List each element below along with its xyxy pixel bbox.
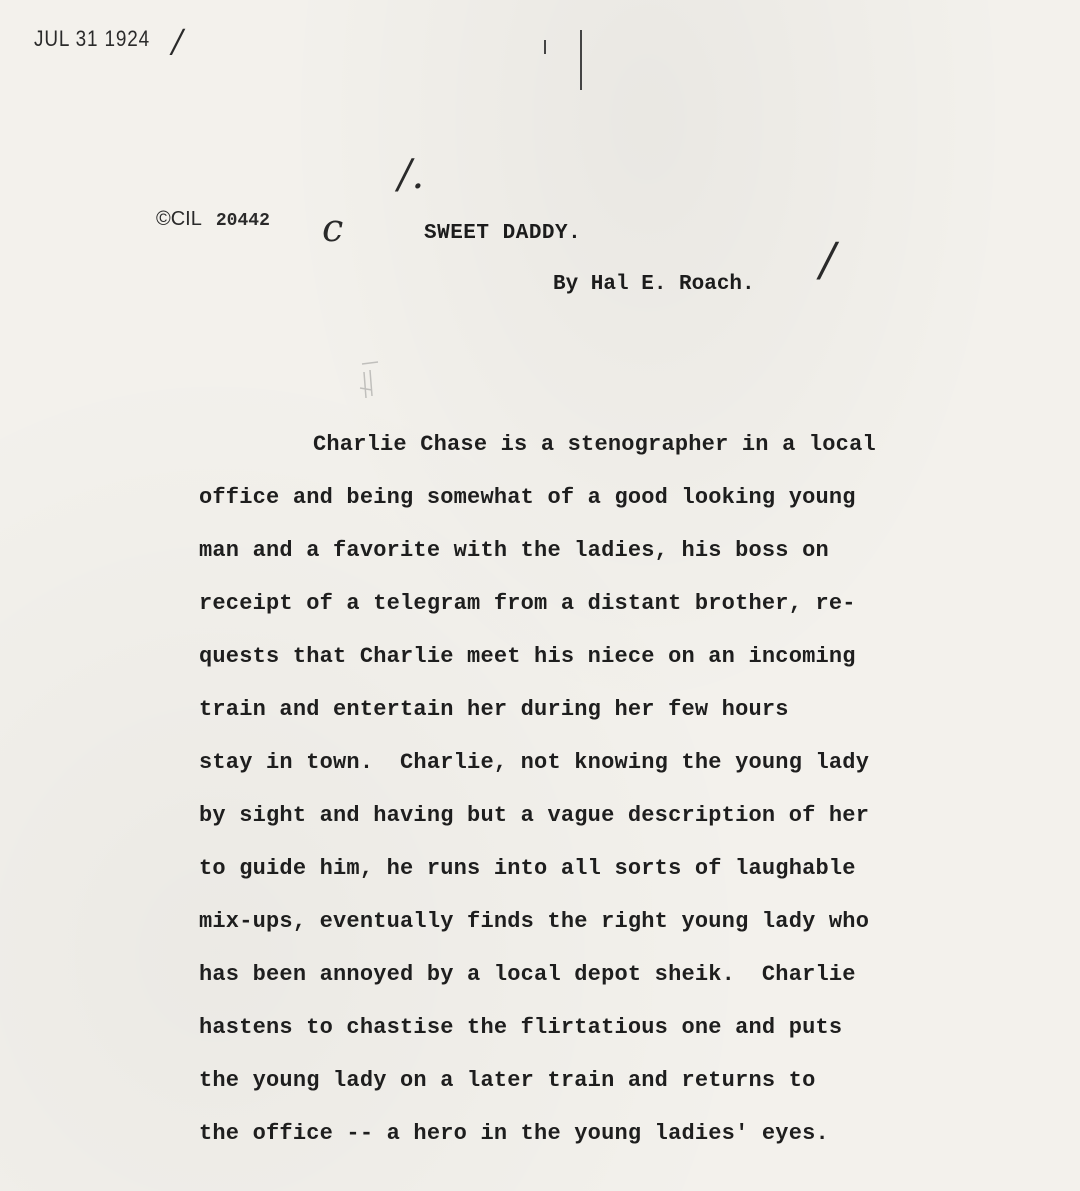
synopsis-line: the office -- a hero in the young ladies' eyes. — [199, 1121, 829, 1146]
synopsis-line: by sight and having but a vague description of her — [199, 803, 870, 828]
synopsis-line: to guide him, he runs into all sorts of laughable — [199, 856, 856, 881]
synopsis-line: quests that Charlie meet his niece on an incoming — [199, 644, 856, 669]
document-title: SWEET DADDY. — [424, 222, 582, 245]
margin-tick-marks — [540, 30, 590, 100]
synopsis-line: mix-ups, eventually finds the right young lady who — [199, 909, 870, 934]
synopsis-line: has been annoyed by a local depot sheik. Charlie — [199, 962, 856, 987]
synopsis-line: the young lady on a later train and returns to — [199, 1068, 816, 1093]
faint-pencil-mark — [358, 358, 382, 402]
copyright-mark: ©CIL — [156, 208, 202, 230]
pencil-check-mark: /. — [398, 152, 425, 198]
synopsis-line: office and being somewhat of a good looking young — [199, 485, 856, 510]
synopsis-line: man and a favorite with the ladies, his boss on — [199, 538, 829, 563]
pencil-c-mark: c — [322, 206, 344, 250]
author-byline: By Hal E. Roach. — [553, 273, 755, 296]
registration-number: 20442 — [215, 211, 270, 231]
pencil-slash-mark-right: / — [820, 232, 836, 286]
received-date-stamp: JUL 31 1924 — [34, 26, 151, 51]
synopsis-line: Charlie Chase is a stenographer in a local — [313, 432, 876, 457]
synopsis-line: stay in town. Charlie, not knowing the young lady — [199, 750, 870, 775]
synopsis-line: receipt of a telegram from a distant brother, re- — [199, 591, 856, 616]
synopsis-line: train and entertain her during her few hours — [199, 697, 789, 722]
copyright-registration — [156, 208, 270, 231]
synopsis-line: hastens to chastise the flirtatious one and puts — [199, 1015, 843, 1040]
pencil-slash-mark: / — [172, 22, 183, 60]
